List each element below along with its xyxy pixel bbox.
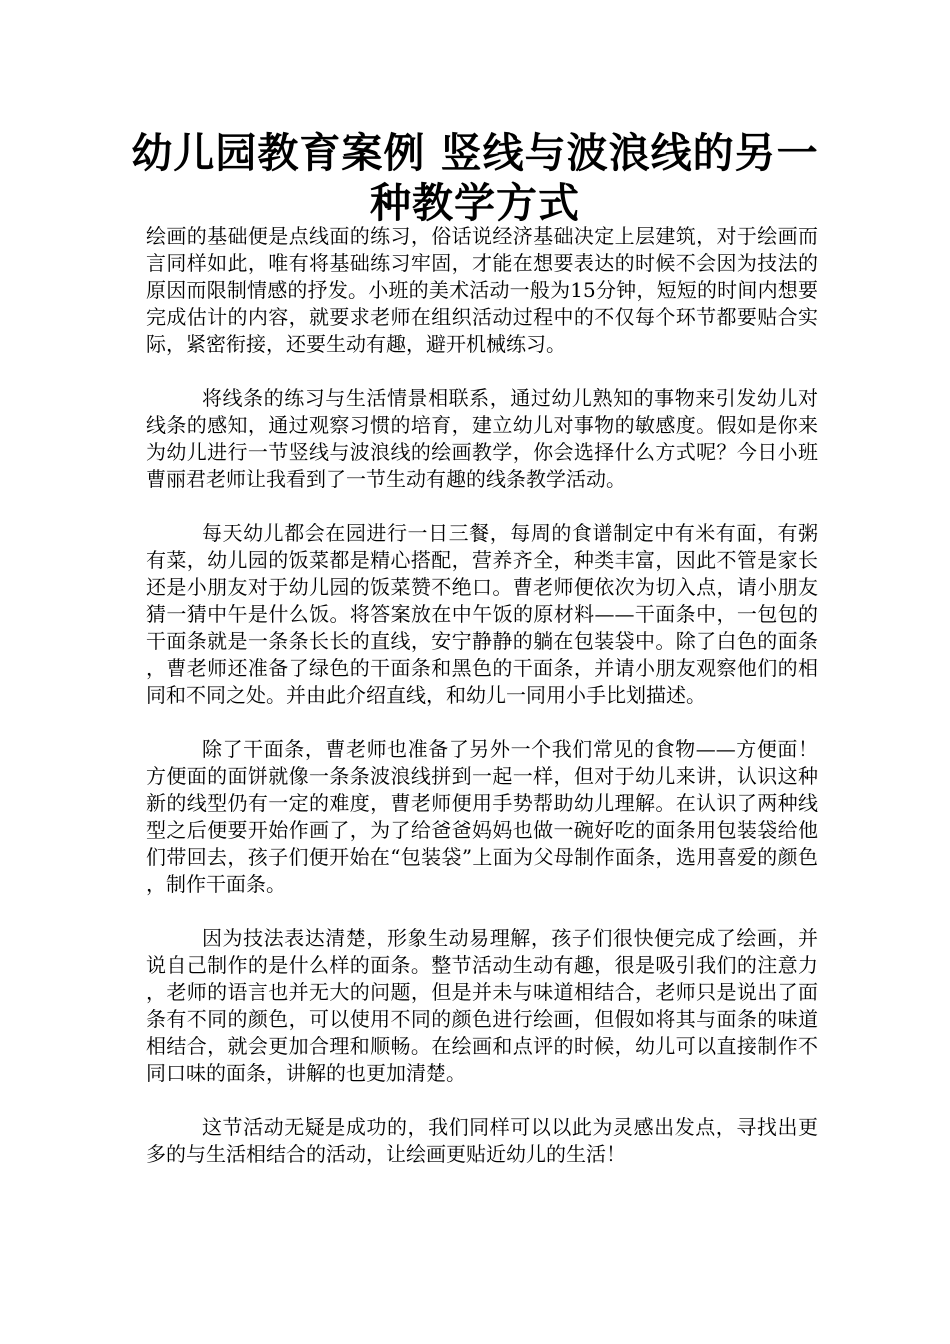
paragraph: 将线条的练习与生活情景相联系，通过幼儿熟知的事物来引发幼儿对线条的感知，通过观察习惯的培育，建立幼儿对事物的敏感度。假如是你来为幼儿进行一节竖线与波浪线的绘画教学，你会选择什么方式呢？今日小班曹丽君老师让我看到了一节生动有趣的线条教学活动。 — [146, 386, 818, 491]
paragraph: 每天幼儿都会在园进行一日三餐，每周的食谱制定中有米有面，有粥有菜，幼儿园的饭菜都是精心搭配，营养齐全，种类丰富，因此不管是家长还是小朋友对于幼儿园的饭菜赞不绝口。曹老师便依次为切入点，请小朋友猜一猜中午是什么饭。将答案放在中午饭的原材料——干面条中，一包包的干面条就是一条条长长的直线，安宁静静的躺在包装袋中。除了白色的面条，曹老师还准备了绿色的干面条和黑色的干面条，并请小朋友观察他们的相同和不同之处。并由此介绍直线，和幼儿一同用小手比划描述。 — [146, 521, 818, 707]
paragraph-intro: 绘画的基础便是点线面的练习，俗话说经济基础决定上层建筑，对于绘画而言同样如此，唯有将基础练习牢固，才能在想要表达的时候不会因为技法的原因而限制情感的抒发。小班的美术活动一般为15分钟，短短的时间内想要完成估计的内容，就要求老师在组织活动过程中的不仅每个环节都要贴合实际，紧密衔接，还要生动有趣，避开机械练习。 — [146, 224, 818, 356]
paragraph: 除了干面条，曹老师也准备了另外一个我们常见的食物——方便面！方便面的面饼就像一条条波浪线拼到一起一样，但对于幼儿来讲，认识这种新的线型仍有一定的难度，曹老师便用手势帮助幼儿理解。在认识了两种线型之后便要开始作画了，为了给爸爸妈妈也做一碗好吃的面条用包装袋给他们带回去，孩子们便开始在“包装袋”上面为父母制作面条，选用喜爱的颜色，制作干面条。 — [146, 737, 818, 896]
document-title: 幼儿园教育案例 竖线与波浪线的另一种教学方式 — [131, 129, 819, 227]
paragraph-conclusion: 这节活动无疑是成功的，我们同样可以以此为灵感出发点，寻找出更多的与生活相结合的活动，让绘画更贴近幼儿的生活！ — [146, 1115, 818, 1166]
paragraph: 因为技法表达清楚，形象生动易理解，孩子们很快便完成了绘画，并说自己制作的是什么样的面条。整节活动生动有趣，很是吸引我们的注意力，老师的语言也并无大的问题，但是并未与味道相结合，老师只是说出了面条有不同的颜色，可以使用不同的颜色进行绘画，但假如将其与面条的味道相结合，就会更加合理和顺畅。在绘画和点评的时候，幼儿可以直接制作不同口味的面条，讲解的也更加清楚。 — [146, 926, 818, 1085]
document-body — [146, 223, 818, 1195]
